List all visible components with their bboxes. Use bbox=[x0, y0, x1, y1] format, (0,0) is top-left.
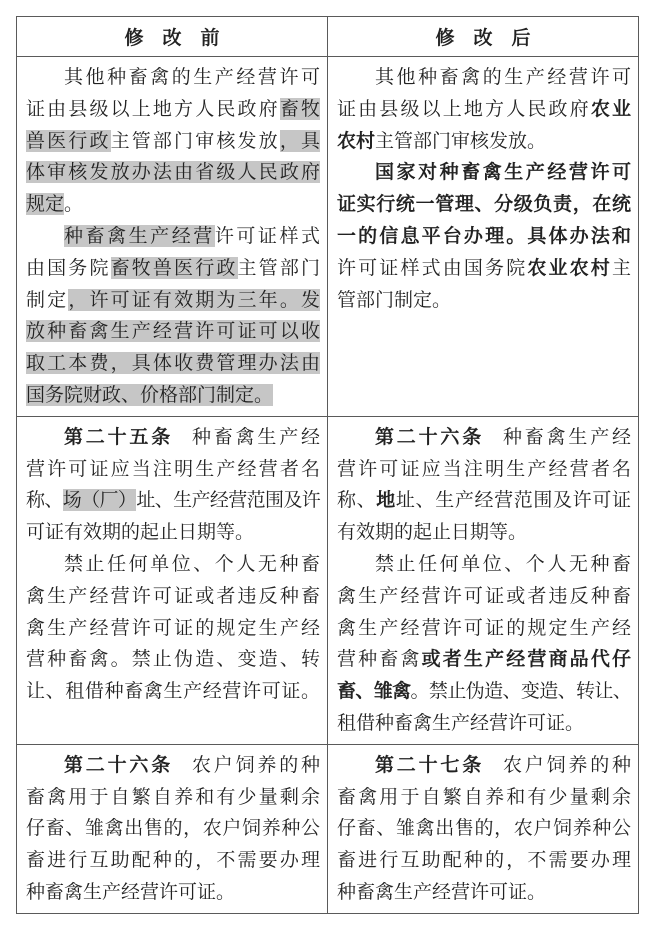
text-line bbox=[26, 549, 320, 581]
text-line bbox=[26, 517, 320, 549]
bold-added-text: 畜、雏禽 bbox=[337, 680, 411, 703]
text-line bbox=[337, 422, 631, 454]
text-segment: 仔畜、雏禽出售的，农户饲养种公 bbox=[26, 817, 320, 840]
text-segment: 营种畜禽。禁止伪造、变造、转 bbox=[26, 648, 320, 671]
text-line bbox=[337, 549, 631, 581]
text-line bbox=[337, 285, 631, 317]
text-segment: 营许可证应当注明生产经营者名 bbox=[337, 457, 631, 480]
text-segment: 让、租借种畜禽生产经营许可证。 bbox=[26, 680, 320, 703]
text-segment: 有效期的起止日期等。 bbox=[337, 521, 528, 544]
text-segment: 称、 bbox=[337, 489, 377, 512]
before-cell bbox=[17, 416, 328, 744]
text-segment: 营许可证应当注明生产经营者名 bbox=[26, 457, 320, 480]
text-segment: 。禁止伪造、变造、转让、 bbox=[410, 680, 631, 703]
text-segment: 称、 bbox=[26, 489, 63, 512]
text-line bbox=[26, 485, 320, 517]
text-segment: 主 bbox=[611, 256, 631, 279]
table-row bbox=[17, 57, 639, 417]
text-segment: 农户饲养的种 bbox=[503, 753, 631, 776]
text-segment: 种畜禽生产经 bbox=[503, 425, 631, 448]
header-row bbox=[17, 17, 639, 57]
text-segment: 禽生产经营许可证或者违反种畜 bbox=[337, 584, 631, 607]
highlighted-deleted-text: 放种畜禽生产经营许可证可以收 bbox=[26, 320, 320, 343]
article-number: 第二十六条 bbox=[375, 425, 484, 448]
text-line bbox=[26, 348, 320, 380]
text-line bbox=[337, 253, 631, 285]
text-line bbox=[26, 62, 320, 94]
bold-added-text: 地 bbox=[376, 489, 396, 512]
highlighted-deleted-text: 兽医行政 bbox=[26, 129, 111, 152]
text-segment: 许可证样式 bbox=[214, 224, 320, 247]
highlighted-deleted-text: 规定 bbox=[26, 193, 65, 216]
text-line bbox=[26, 157, 320, 189]
text-segment: 种畜禽生产经营许可证。 bbox=[337, 880, 547, 903]
text-segment: 种畜禽生产经营许可证。 bbox=[26, 880, 236, 903]
text-segment: 畜禽用于自繁自养和有少量剩余 bbox=[26, 785, 320, 808]
text-line bbox=[337, 750, 631, 782]
highlighted-deleted-text: 场（厂） bbox=[62, 489, 137, 512]
bold-added-text: 证实行统一管理、分级负责，在统 bbox=[337, 193, 631, 216]
text-line bbox=[26, 422, 320, 454]
text-segment: 主管部门 bbox=[237, 256, 320, 279]
text-line bbox=[337, 94, 631, 126]
text-segment: 管部门制定。 bbox=[337, 288, 452, 311]
text-segment: 禽生产经营许可证或者违反种畜 bbox=[26, 584, 320, 607]
article-number: 第二十六条 bbox=[64, 753, 173, 776]
text-line bbox=[26, 285, 320, 317]
text-line bbox=[26, 380, 320, 412]
text-segment: 制定 bbox=[26, 288, 69, 311]
text-segment: 址、生产经营范围及许可证 bbox=[395, 489, 631, 512]
text-segment: 禽生产经营许可证的规定生产经 bbox=[26, 616, 320, 639]
text-line bbox=[26, 189, 320, 221]
after-cell bbox=[328, 57, 639, 417]
highlighted-deleted-text: 畜牧兽医行政 bbox=[110, 256, 238, 279]
highlighted-deleted-text: 体审核发放办法由省级人民政府 bbox=[26, 161, 320, 184]
text-line bbox=[337, 581, 631, 613]
text-line bbox=[337, 676, 631, 708]
text-segment: 营种畜禽 bbox=[337, 648, 422, 671]
bold-added-text: 国家对种畜禽生产经营许可 bbox=[375, 161, 631, 184]
table-row bbox=[17, 744, 639, 913]
bold-added-text: 农业农村 bbox=[527, 256, 612, 279]
text-segment: 可证有效期的起止日期等。 bbox=[26, 521, 255, 544]
text-line bbox=[26, 750, 320, 782]
text-line bbox=[26, 676, 320, 708]
text-segment: 由国务院 bbox=[26, 256, 111, 279]
text-line bbox=[337, 644, 631, 676]
text-line bbox=[337, 62, 631, 94]
text-segment: 主管部门审核发放。 bbox=[375, 129, 547, 152]
column-header-before: 修改前 bbox=[17, 17, 328, 57]
text-line bbox=[26, 221, 320, 253]
text-segment: 其他种畜禽的生产经营许可 bbox=[375, 66, 631, 88]
text-line bbox=[337, 157, 631, 189]
text-segment: 证由县级以上地方人民政府 bbox=[26, 97, 280, 120]
text-line bbox=[26, 782, 320, 814]
text-line bbox=[26, 845, 320, 877]
text-segment: 其他种畜禽的生产经营许可 bbox=[64, 66, 320, 88]
text-line bbox=[26, 613, 320, 645]
text-line bbox=[337, 708, 631, 740]
text-line bbox=[337, 485, 631, 517]
text-segment: 址、生产经营范围及许 bbox=[136, 489, 320, 512]
text-segment: 畜禽用于自繁自养和有少量剩余 bbox=[337, 785, 631, 808]
text-line bbox=[26, 813, 320, 845]
bold-added-text: 或者生产经营商品代仔 bbox=[421, 648, 631, 671]
text-line bbox=[26, 581, 320, 613]
text-segment: 。 bbox=[64, 193, 84, 216]
text-line bbox=[337, 189, 631, 221]
highlighted-deleted-text: 国务院财政、价格部门制定。 bbox=[26, 383, 274, 406]
bold-added-text: 农村 bbox=[337, 129, 376, 152]
article-number: 第二十七条 bbox=[375, 753, 484, 776]
text-segment: 畜进行互助配种的，不需要办理 bbox=[337, 849, 631, 872]
bold-added-text: 一的信息平台办理。具体办法和 bbox=[337, 224, 631, 247]
text-segment: 租借种畜禽生产经营许可证。 bbox=[337, 711, 585, 734]
comparison-table bbox=[16, 16, 639, 914]
text-line bbox=[26, 454, 320, 486]
text-segment: 农户饲养的种 bbox=[192, 753, 320, 776]
text-line bbox=[26, 644, 320, 676]
text-line bbox=[337, 782, 631, 814]
before-cell bbox=[17, 57, 328, 417]
text-line bbox=[337, 221, 631, 253]
text-line bbox=[337, 517, 631, 549]
text-segment: 种畜禽生产经 bbox=[192, 425, 320, 448]
text-line bbox=[26, 316, 320, 348]
text-line bbox=[337, 845, 631, 877]
text-segment: 主管部门审核发放 bbox=[110, 129, 280, 152]
text-segment: 畜进行互助配种的，不需要办理 bbox=[26, 849, 320, 872]
text-segment: 禽生产经营许可证的规定生产经 bbox=[337, 616, 631, 639]
text-segment: 证由县级以上地方人民政府 bbox=[337, 97, 591, 120]
text-segment: 禁止任何单位、个人无种畜 bbox=[375, 552, 631, 575]
text-line bbox=[26, 94, 320, 126]
highlighted-deleted-text: 种畜禽生产经营 bbox=[64, 224, 215, 247]
highlighted-deleted-text: ，许可证有效期为三年。发 bbox=[68, 288, 320, 311]
column-header-after: 修改后 bbox=[328, 17, 639, 57]
text-segment: 仔畜、雏禽出售的，农户饲养种公 bbox=[337, 817, 631, 840]
after-cell bbox=[328, 416, 639, 744]
text-line bbox=[337, 454, 631, 486]
highlighted-deleted-text: 畜牧 bbox=[279, 97, 320, 120]
text-line bbox=[337, 126, 631, 158]
text-line bbox=[337, 877, 631, 909]
table-row bbox=[17, 416, 639, 744]
article-number: 第二十五条 bbox=[64, 425, 173, 448]
text-segment: 许可证样式由国务院 bbox=[337, 256, 528, 279]
text-line bbox=[26, 253, 320, 285]
before-cell bbox=[17, 744, 328, 913]
text-line bbox=[337, 613, 631, 645]
text-segment: 禁止任何单位、个人无种畜 bbox=[64, 552, 320, 575]
highlighted-deleted-text: 取工本费，具体收费管理办法由 bbox=[26, 352, 320, 375]
bold-added-text: 农业 bbox=[590, 97, 631, 120]
highlighted-deleted-text: ，具 bbox=[279, 129, 320, 152]
text-line bbox=[26, 126, 320, 158]
text-line bbox=[26, 877, 320, 909]
text-line bbox=[337, 813, 631, 845]
after-cell bbox=[328, 744, 639, 913]
